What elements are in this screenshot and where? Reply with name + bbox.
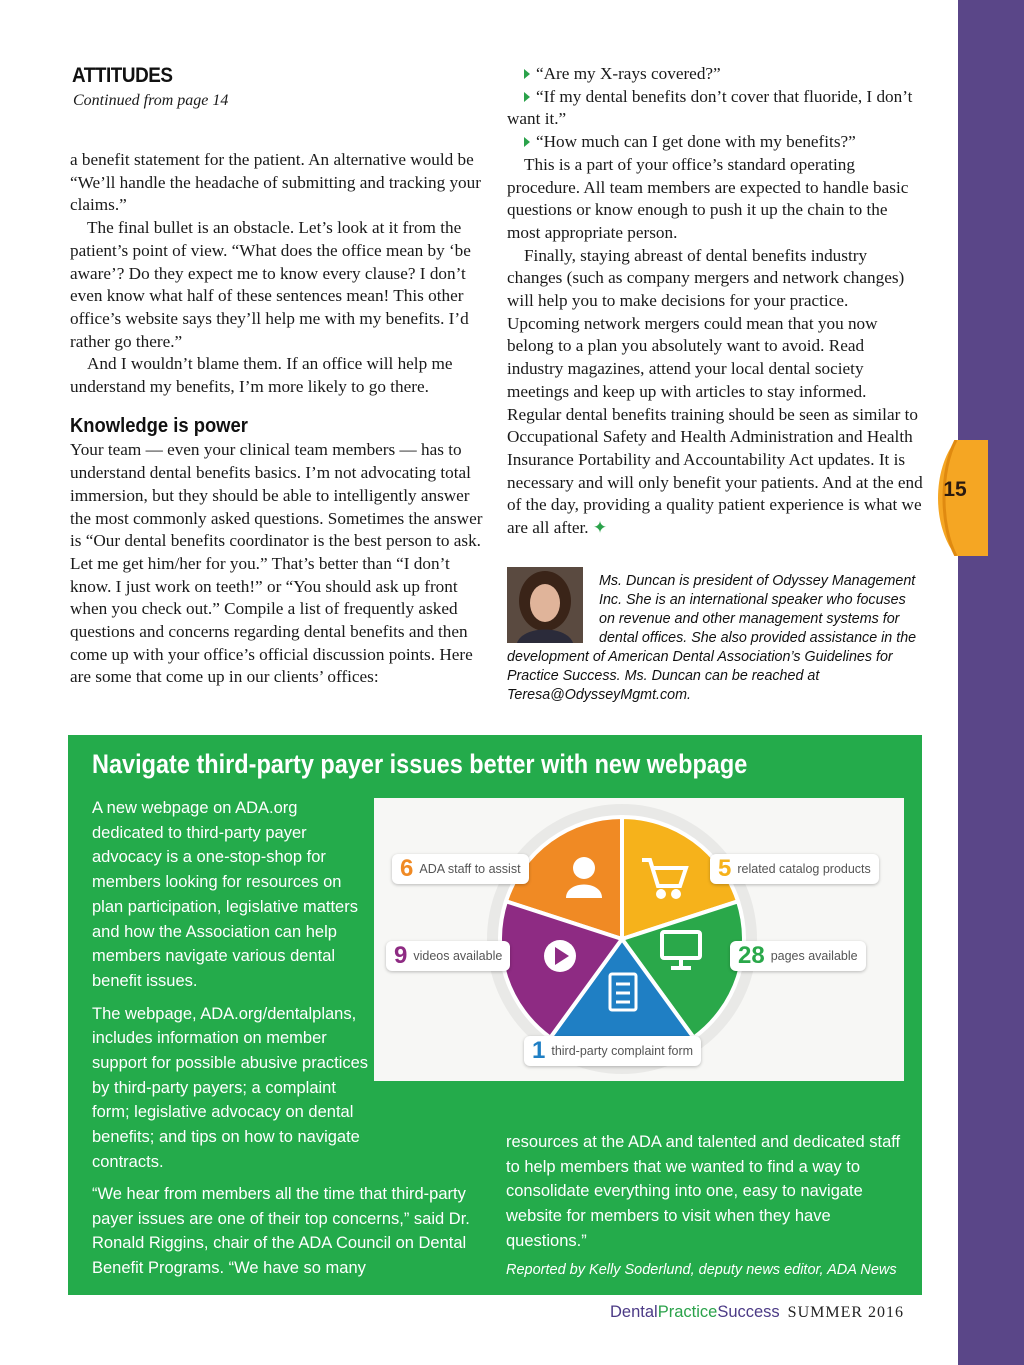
author-bio: Ms. Duncan is president of Odyssey Management Inc. She is an international speaker who focuses on revenue and other management systems for dental offices. She also provided assistance in the development of American Dental Association’s Guidelines for Practice Success. Ms. Duncan can be reached at Teresa@OdysseyMgmt.com. bbox=[507, 573, 917, 703]
box-credit: Reported by Kelly Soderlund, deputy news editor, ADA News bbox=[506, 1261, 897, 1278]
box-quote: “We hear from members all the time that third-party payer issues are one of their top concerns,” said Dr. Ronald Riggins, chair of the ADA Council on Dental Benefit Programs. “We have so many bbox=[92, 1185, 470, 1278]
right-column bbox=[507, 63, 923, 540]
paragraph: This is a part of your office’s standard operating procedure. All team members are expected to handle basic questions or know enough to push it up the chain to the most appropriate person. bbox=[507, 154, 909, 242]
stat-pill: 6 ADA staff to assist bbox=[392, 854, 529, 884]
list-item: “Are my X-rays covered?” bbox=[507, 63, 923, 86]
end-mark-icon: ✦ bbox=[592, 518, 608, 538]
section-heading: Knowledge is power bbox=[70, 414, 248, 437]
box-paragraph: A new webpage on ADA.org dedicated to third-party payer advocacy is a one-stop-shop for members looking for resources on plan participation, legislative matters and how the Association can help members navigate various dental benefit issues. bbox=[92, 799, 358, 990]
bullet-arrow-icon bbox=[524, 69, 530, 79]
paragraph: a benefit statement for the patient. An alternative would be “We’ll handle the headache of submitting and tracking your claims.” bbox=[70, 150, 481, 215]
stat-pill: 1 third-party complaint form bbox=[524, 1036, 701, 1066]
box-right-text bbox=[506, 1130, 906, 1282]
continued-note: Continued from page 14 bbox=[73, 92, 229, 109]
stat-pill: 5 related catalog products bbox=[710, 854, 879, 884]
webpage-infographic bbox=[374, 798, 904, 1081]
play-icon bbox=[544, 940, 576, 972]
box-left-text bbox=[92, 796, 372, 1183]
stat-pill: 9 videos available bbox=[386, 941, 510, 971]
bullet-arrow-icon bbox=[524, 137, 530, 147]
sidebar-box bbox=[68, 735, 922, 1295]
bullet-arrow-icon bbox=[524, 92, 530, 102]
list-item: “How much can I get done with my benefits?” bbox=[507, 131, 923, 154]
list-item: “If my dental benefits don’t cover that fluoride, I don’t want it.” bbox=[507, 86, 913, 129]
stat-pill: 28 pages available bbox=[730, 941, 866, 971]
paragraph: And I wouldn’t blame them. If an office will help me understand my benefits, I’m more likely to go there. bbox=[70, 354, 453, 397]
footer-masthead: DentalPracticeSuccess SUMMER 2016 bbox=[610, 1303, 905, 1321]
left-column bbox=[70, 149, 484, 689]
section-kicker: ATTITUDES bbox=[72, 64, 173, 87]
paragraph: Your team — even your clinical team members — has to understand dental benefits basics. I’m not advocating total immersion, but they should be able to intelligently answer the most commonly asked questions. Sometimes the answer is “Our dental benefits coordinator is the best person to ask. Let me get him/her for you.” That’s better than “I don’t know. I just work on teeth!” or “You should ask up front when you check out.” Compile a list of frequently asked questions and concerns regarding dental benefits and then come up with your office’s official discussion points. Here are some that come up in our clients’ offices: bbox=[70, 440, 483, 687]
box-title: Navigate third-party payer issues better with new webpage bbox=[92, 749, 748, 779]
box-quote-end: resources at the ADA and talented and dedicated staff to help members that we wanted to find a way to consolidate everything into one, easy to navigate website for members to visit when they have questions.” bbox=[506, 1133, 901, 1250]
page-number: 15 bbox=[943, 478, 967, 501]
box-paragraph: The webpage, ADA.org/dentalplans, includes information on member support for possible abusive practices by third-party payers; a complaint form; legislative advocacy on dental benefits; and tips on how to navigate contracts. bbox=[92, 1004, 369, 1171]
purple-sidebar bbox=[958, 0, 1024, 1365]
paragraph: The final bullet is an obstacle. Let’s look at it from the patient’s point of view. “What does the office mean by ‘be aware’? Do they expect me to know every clause? I don’t even know what half of these sentences mean! This other office’s website says they’ll help me with my benefits. I’d rather go there.” bbox=[70, 218, 471, 351]
paragraph: Finally, staying abreast of dental benefits industry changes (such as company mergers and network changes) will help you to make decisions for your practice. Upcoming network mergers could mean that you now belong to a plan you absolutely want to avoid. Read industry magazines, attend your local dental society meetings and keep up with articles to stay informed. Regular dental benefits training should be seen as similar to Occupational Safety and Health Administration and Health Insurance Portability and Accountability Act updates. It is necessary and will only benefit your patients. And at the end of the day, providing a quality patient experience is what we are all after. ✦ bbox=[507, 245, 923, 538]
